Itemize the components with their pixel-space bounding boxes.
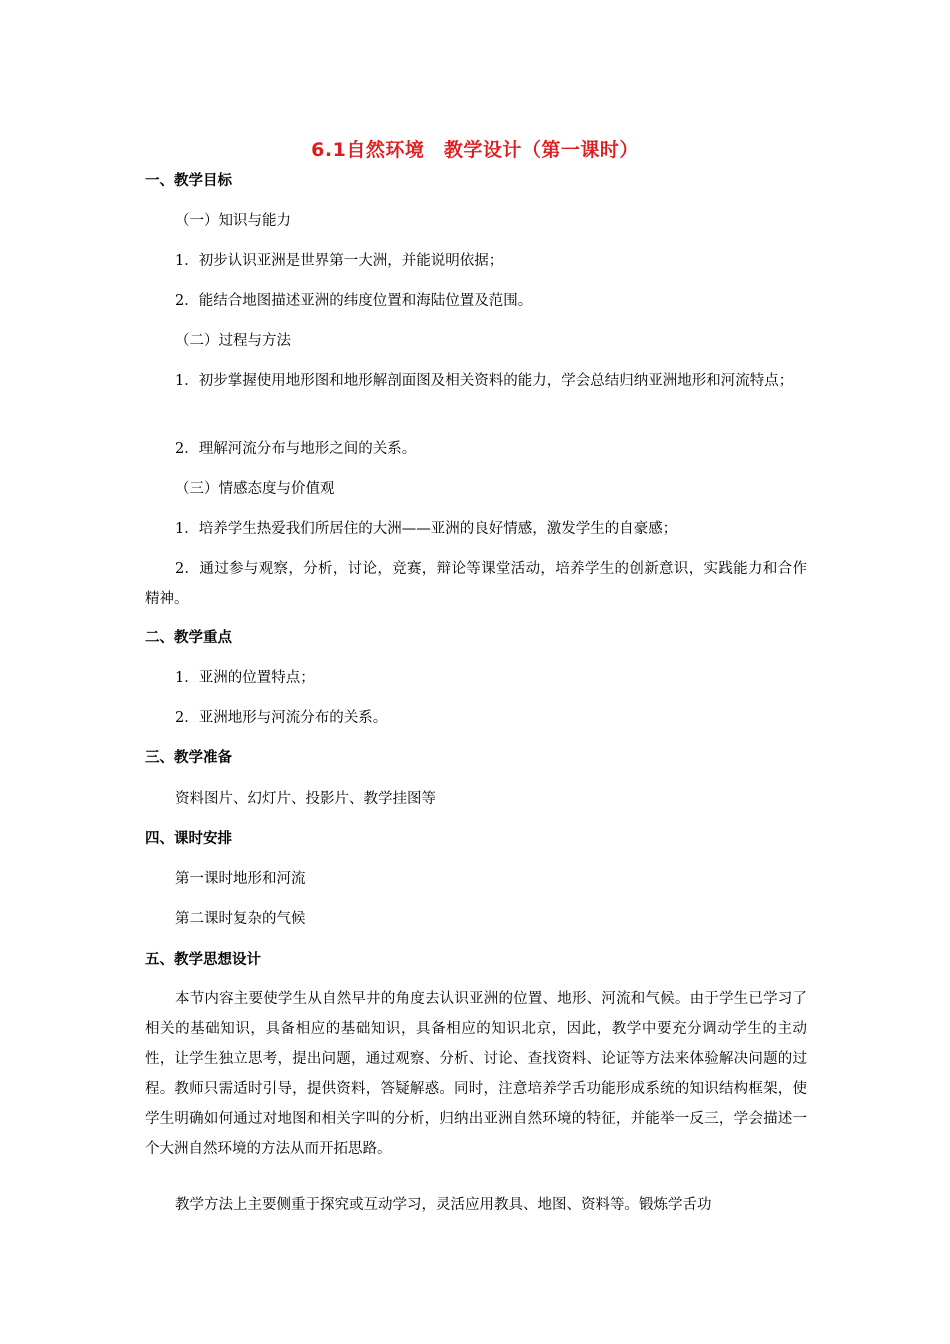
section-heading-design-thinking: 五、教学思想设计 bbox=[145, 952, 261, 968]
subheading-values: （三）情感态度与价值观 bbox=[175, 481, 335, 497]
subheading-process: （二）过程与方法 bbox=[175, 333, 291, 349]
list-item: 1．初步掌握使用地形图和地形解剖面图及相关资料的能力，学会总结归纳亚洲地形和河流特点； bbox=[175, 373, 794, 389]
section-heading-preparation: 三、教学准备 bbox=[145, 750, 232, 766]
preparation-text: 资料图片、幻灯片、投影片、教学挂图等 bbox=[175, 791, 436, 807]
section-heading-key-points: 二、教学重点 bbox=[145, 630, 232, 646]
list-item: 2．能结合地图描述亚洲的纬度位置和海陆位置及范围。 bbox=[175, 293, 533, 309]
paragraph: 本节内容主要使学生从自然早井的角度去认识亚洲的位置、地形、河流和气候。由于学生已学习了相关的基础知识，具备相应的基础知识，具备相应的知识北京，因此，教学中要充分调动学生的主动性，让学生独立思考，提出问题，通过观察、分析、讨论、查找资料、论证等方法来体验解决问题的过程。教师只需适时引导，提供资料，答疑解惑。同时，注意培养学舌功能形成系统的知识结构框架，使学生明确如何通过对地图和相关字叫的分析，归纳出亚洲自然环境的特征，并能举一反三，学会描述一个大洲自然环境的方法从而开拓思路。 bbox=[145, 991, 807, 1157]
list-item: 第一课时地形和河流 bbox=[175, 871, 306, 887]
list-item: 2．理解河流分布与地形之间的关系。 bbox=[175, 441, 417, 457]
paragraph: 教学方法上主要侧重于探究或互动学习，灵活应用教具、地图、资料等。锻炼学舌功 bbox=[175, 1197, 712, 1213]
list-item: 1．亚洲的位置特点； bbox=[175, 670, 315, 686]
section-heading-schedule: 四、课时安排 bbox=[145, 831, 232, 847]
subheading-knowledge: （一）知识与能力 bbox=[175, 213, 291, 229]
list-item: 1．初步认识亚洲是世界第一大洲，并能说明依据； bbox=[175, 253, 504, 269]
list-item: 1．培养学生热爱我们所居住的大洲——亚洲的良好情感，激发学生的自豪感； bbox=[175, 521, 678, 537]
list-item: 2．亚洲地形与河流分布的关系。 bbox=[175, 710, 388, 726]
document-title: 6.1自然环境 教学设计（第一课时） bbox=[311, 139, 639, 161]
section-heading-objectives: 一、教学目标 bbox=[145, 173, 232, 189]
list-item: 2．通过参与观察，分析，讨论，竞赛，辩论等课堂活动，培养学生的创新意识，实践能力和合作精神。 bbox=[145, 561, 807, 607]
list-item: 第二课时复杂的气候 bbox=[175, 911, 306, 927]
